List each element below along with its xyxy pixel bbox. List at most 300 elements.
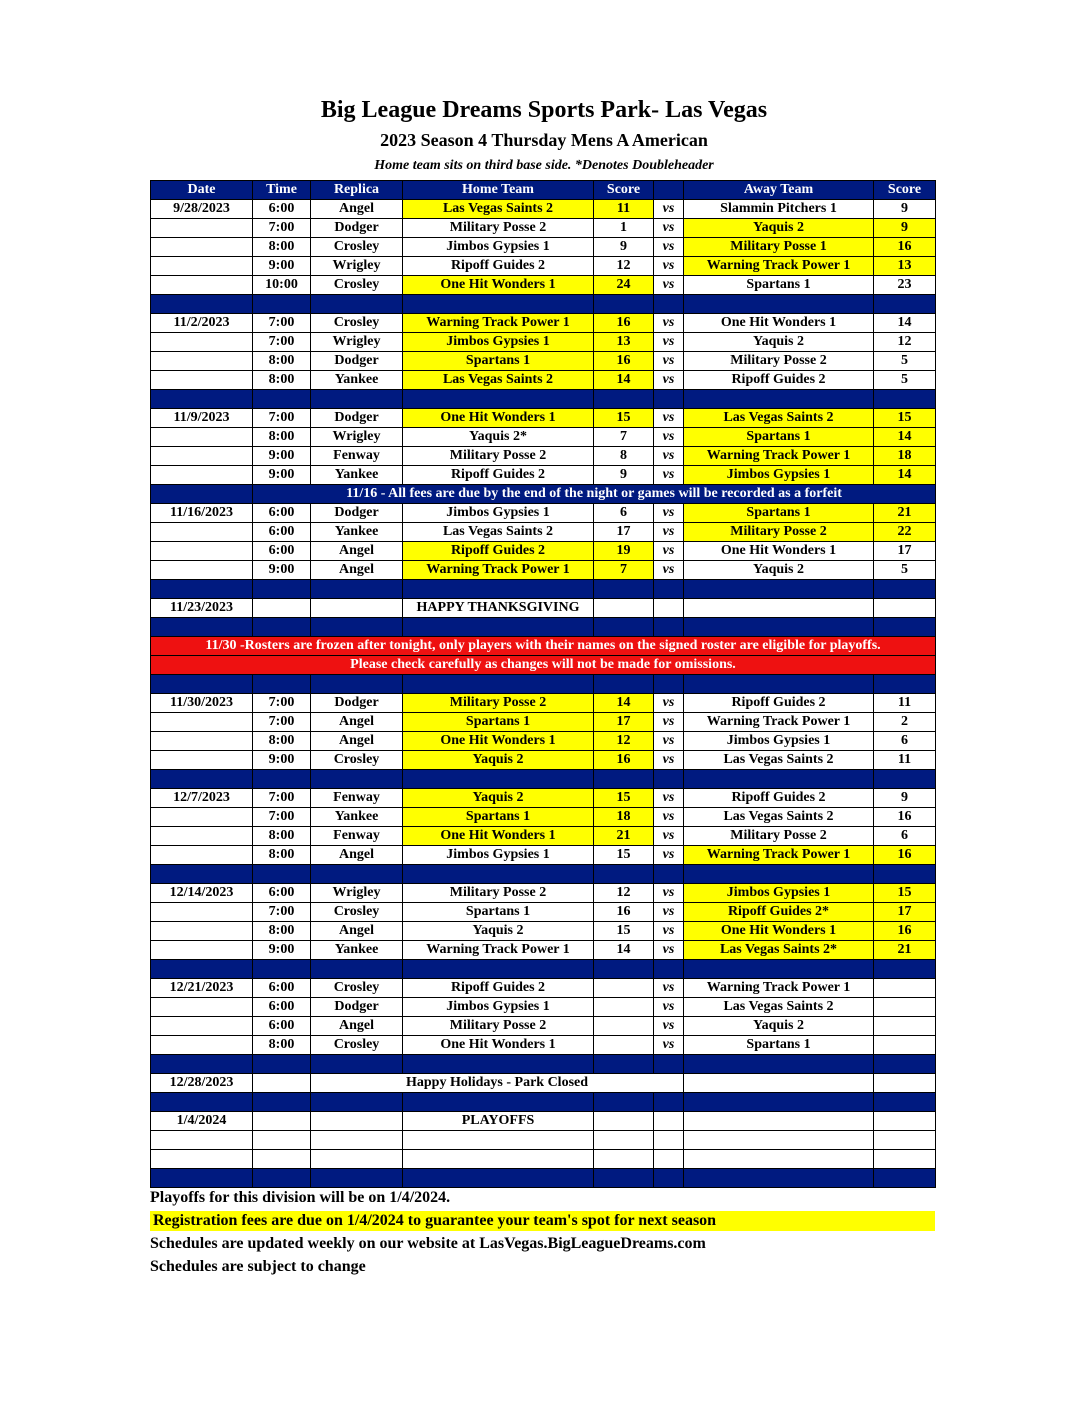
time-cell: 6:00 (253, 504, 311, 523)
away-team-cell: Spartans 1 (684, 276, 874, 295)
separator-row (151, 865, 936, 884)
away-score-cell: 13 (874, 257, 936, 276)
time-cell: 8:00 (253, 732, 311, 751)
separator-cell (403, 675, 594, 694)
home-score-cell: 15 (594, 922, 654, 941)
blank-cell (654, 1150, 684, 1169)
away-team-cell: Warning Track Power 1 (684, 257, 874, 276)
time-cell: 7:00 (253, 713, 311, 732)
event-label: PLAYOFFS (403, 1112, 594, 1131)
footer-website: Schedules are updated weekly on our website at LasVegas.BigLeagueDreams.com (150, 1235, 706, 1252)
home-score-cell: 14 (594, 694, 654, 713)
fee-note-row (151, 485, 936, 504)
away-team-cell: Warning Track Power 1 (684, 979, 874, 998)
separator-row (151, 390, 936, 409)
home-score-cell: 12 (594, 884, 654, 903)
separator-row (151, 618, 936, 637)
home-score-cell: 8 (594, 447, 654, 466)
time-cell: 6:00 (253, 200, 311, 219)
home-score-cell: 17 (594, 523, 654, 542)
separator-cell (874, 390, 936, 409)
game-row (151, 504, 936, 523)
time-cell: 8:00 (253, 827, 311, 846)
home-score-cell: 11 (594, 200, 654, 219)
vs-cell: vs (654, 846, 684, 865)
vs-cell: vs (654, 333, 684, 352)
col-header-away-score: Score (874, 181, 936, 200)
away-score-cell: 16 (874, 808, 936, 827)
separator-cell (403, 295, 594, 314)
away-score-cell: 15 (874, 884, 936, 903)
vs-cell: vs (654, 941, 684, 960)
away-team-cell: Military Posse 2 (684, 827, 874, 846)
replica-cell: Angel (311, 732, 403, 751)
away-team-cell: Military Posse 1 (684, 238, 874, 257)
replica-cell: Wrigley (311, 428, 403, 447)
home-team-cell: Military Posse 2 (403, 694, 594, 713)
replica-cell: Fenway (311, 789, 403, 808)
page-subtitle: 2023 Season 4 Thursday Mens A American (380, 130, 708, 150)
separator-cell (403, 390, 594, 409)
game-row (151, 827, 936, 846)
separator-cell (311, 1093, 403, 1112)
separator-cell (684, 295, 874, 314)
date-cell (151, 542, 253, 561)
time-cell (253, 599, 311, 618)
separator-row (151, 1093, 936, 1112)
time-cell: 8:00 (253, 922, 311, 941)
separator-cell (253, 580, 311, 599)
vs-cell: vs (654, 808, 684, 827)
blank-cell (684, 1131, 874, 1150)
blank-row (151, 1131, 936, 1150)
home-score-cell: 1 (594, 219, 654, 238)
event-row (151, 1112, 936, 1131)
separator-cell (684, 865, 874, 884)
replica-cell: Angel (311, 846, 403, 865)
blank-cell (403, 1150, 594, 1169)
separator-cell (403, 1093, 594, 1112)
away-score-cell: 17 (874, 542, 936, 561)
home-team-cell: Yaquis 2 (403, 922, 594, 941)
replica-cell: Yankee (311, 466, 403, 485)
away-team-cell: Spartans 1 (684, 504, 874, 523)
blank-cell (253, 1131, 311, 1150)
game-row (151, 523, 936, 542)
replica-cell: Angel (311, 1017, 403, 1036)
separator-cell (654, 1055, 684, 1074)
separator-cell (151, 1093, 253, 1112)
separator-row (151, 1055, 936, 1074)
away-team-cell: Yaquis 2 (684, 333, 874, 352)
replica-cell: Angel (311, 542, 403, 561)
separator-cell (684, 1093, 874, 1112)
separator-cell (684, 1055, 874, 1074)
event-row (151, 1074, 936, 1093)
game-row (151, 903, 936, 922)
home-team-cell: One Hit Wonders 1 (403, 276, 594, 295)
event-label: Happy Holidays - Park Closed (311, 1074, 684, 1093)
game-row (151, 200, 936, 219)
separator-cell (403, 618, 594, 637)
blank-cell (151, 1150, 253, 1169)
separator-cell (684, 770, 874, 789)
away-team-cell: One Hit Wonders 1 (684, 922, 874, 941)
replica-cell: Dodger (311, 694, 403, 713)
away-team-cell: Military Posse 2 (684, 523, 874, 542)
separator-cell (253, 618, 311, 637)
home-score-cell: 18 (594, 808, 654, 827)
separator-cell (594, 580, 654, 599)
away-team-cell (684, 1112, 874, 1131)
date-cell: 12/28/2023 (151, 1074, 253, 1093)
away-score-cell (874, 979, 936, 998)
time-cell: 9:00 (253, 466, 311, 485)
away-team-cell: Las Vegas Saints 2 (684, 808, 874, 827)
game-row (151, 789, 936, 808)
separator-cell (874, 1169, 936, 1188)
blank-cell (874, 1131, 936, 1150)
time-cell: 9:00 (253, 447, 311, 466)
footer-registration: Registration fees are due on 1/4/2024 to guarantee your team's spot for next season (150, 1211, 935, 1231)
home-team-cell: Jimbos Gypsies 1 (403, 504, 594, 523)
separator-cell (594, 675, 654, 694)
separator-cell (654, 295, 684, 314)
away-team-cell: Jimbos Gypsies 1 (684, 884, 874, 903)
away-score-cell (874, 1112, 936, 1131)
separator-row (151, 580, 936, 599)
away-score-cell: 5 (874, 371, 936, 390)
separator-cell (311, 960, 403, 979)
time-cell: 8:00 (253, 1036, 311, 1055)
blank-cell (594, 1131, 654, 1150)
game-row (151, 542, 936, 561)
date-cell (151, 428, 253, 447)
away-team-cell: Warning Track Power 1 (684, 447, 874, 466)
separator-cell (311, 390, 403, 409)
vs-cell: vs (654, 979, 684, 998)
col-header-home-team: Home Team (403, 181, 594, 200)
away-team-cell (684, 599, 874, 618)
blank-cell (654, 1131, 684, 1150)
date-cell (151, 808, 253, 827)
time-cell: 7:00 (253, 694, 311, 713)
away-score-cell: 17 (874, 903, 936, 922)
away-score-cell: 21 (874, 504, 936, 523)
replica-cell: Crosley (311, 751, 403, 770)
home-score-cell: 16 (594, 352, 654, 371)
away-score-cell: 6 (874, 827, 936, 846)
replica-cell: Angel (311, 561, 403, 580)
vs-cell: vs (654, 447, 684, 466)
date-cell (151, 732, 253, 751)
home-score-cell: 12 (594, 257, 654, 276)
replica-cell: Crosley (311, 979, 403, 998)
date-cell (151, 523, 253, 542)
replica-cell: Yankee (311, 941, 403, 960)
vs-cell: vs (654, 428, 684, 447)
time-cell: 8:00 (253, 846, 311, 865)
away-team-cell: Ripoff Guides 2* (684, 903, 874, 922)
date-cell (151, 922, 253, 941)
date-cell: 11/23/2023 (151, 599, 253, 618)
game-row (151, 238, 936, 257)
blank-cell (874, 1150, 936, 1169)
home-team-cell: One Hit Wonders 1 (403, 409, 594, 428)
game-row (151, 352, 936, 371)
separator-cell (654, 580, 684, 599)
blank-cell (684, 1150, 874, 1169)
home-team-cell: Spartans 1 (403, 903, 594, 922)
away-score-cell: 14 (874, 466, 936, 485)
separator-cell (594, 865, 654, 884)
replica-cell: Dodger (311, 504, 403, 523)
home-score-cell: 19 (594, 542, 654, 561)
home-team-cell: Warning Track Power 1 (403, 314, 594, 333)
away-team-cell: Slammin Pitchers 1 (684, 200, 874, 219)
away-team-cell: Yaquis 2 (684, 561, 874, 580)
separator-cell (311, 1055, 403, 1074)
blank-row (151, 1150, 936, 1169)
away-team-cell: Spartans 1 (684, 1036, 874, 1055)
away-score-cell: 22 (874, 523, 936, 542)
separator-cell (403, 865, 594, 884)
separator-cell (151, 960, 253, 979)
footer-disclaimer: Schedules are subject to change (150, 1258, 366, 1275)
replica-cell: Crosley (311, 314, 403, 333)
home-score-cell: 15 (594, 846, 654, 865)
home-team-cell: Las Vegas Saints 2 (403, 200, 594, 219)
away-team-cell: Ripoff Guides 2 (684, 789, 874, 808)
home-team-cell: Military Posse 2 (403, 219, 594, 238)
game-row (151, 808, 936, 827)
separator-row (151, 1169, 936, 1188)
home-score-cell: 14 (594, 941, 654, 960)
home-team-cell: One Hit Wonders 1 (403, 1036, 594, 1055)
home-score-cell (594, 599, 654, 618)
replica-cell: Dodger (311, 219, 403, 238)
separator-cell (151, 675, 253, 694)
away-team-cell: Warning Track Power 1 (684, 846, 874, 865)
separator-cell (151, 295, 253, 314)
separator-cell (253, 865, 311, 884)
blank-cell (253, 1150, 311, 1169)
separator-cell (253, 1169, 311, 1188)
away-score-cell: 9 (874, 219, 936, 238)
separator-cell (151, 770, 253, 789)
separator-cell (874, 960, 936, 979)
replica-cell: Angel (311, 713, 403, 732)
replica-cell (311, 599, 403, 618)
separator-cell (684, 960, 874, 979)
col-header-replica: Replica (311, 181, 403, 200)
separator-cell (403, 1055, 594, 1074)
separator-cell (151, 390, 253, 409)
separator-cell (253, 390, 311, 409)
home-score-cell: 9 (594, 466, 654, 485)
col-header-away-team: Away Team (684, 181, 874, 200)
vs-cell (654, 1112, 684, 1131)
separator-cell (874, 770, 936, 789)
home-score-cell: 16 (594, 903, 654, 922)
vs-cell: vs (654, 998, 684, 1017)
col-header-date: Date (151, 181, 253, 200)
game-row (151, 1017, 936, 1036)
separator-cell (151, 580, 253, 599)
replica-cell: Yankee (311, 523, 403, 542)
game-row (151, 257, 936, 276)
vs-cell: vs (654, 523, 684, 542)
date-cell (151, 1017, 253, 1036)
separator-cell (874, 580, 936, 599)
vs-cell: vs (654, 827, 684, 846)
date-cell (151, 846, 253, 865)
replica-cell: Crosley (311, 276, 403, 295)
replica-cell: Wrigley (311, 257, 403, 276)
vs-cell: vs (654, 694, 684, 713)
game-row (151, 428, 936, 447)
replica-cell: Crosley (311, 903, 403, 922)
home-score-cell (594, 998, 654, 1017)
date-cell (151, 751, 253, 770)
schedule-table (150, 180, 936, 1188)
home-team-cell: Military Posse 2 (403, 1017, 594, 1036)
roster-alert-row (151, 637, 936, 656)
col-header-time: Time (253, 181, 311, 200)
separator-row (151, 960, 936, 979)
vs-cell: vs (654, 314, 684, 333)
date-cell: 11/2/2023 (151, 314, 253, 333)
replica-cell: Wrigley (311, 333, 403, 352)
separator-cell (594, 1055, 654, 1074)
date-cell (151, 447, 253, 466)
replica-cell: Dodger (311, 998, 403, 1017)
away-score-cell: 11 (874, 694, 936, 713)
away-team-cell: Ripoff Guides 2 (684, 694, 874, 713)
time-cell: 10:00 (253, 276, 311, 295)
home-team-cell: Military Posse 2 (403, 447, 594, 466)
vs-cell: vs (654, 238, 684, 257)
separator-cell (594, 1093, 654, 1112)
date-cell (151, 257, 253, 276)
time-cell: 9:00 (253, 751, 311, 770)
separator-cell (311, 295, 403, 314)
time-cell: 8:00 (253, 428, 311, 447)
separator-cell (151, 1169, 253, 1188)
home-team-cell: Las Vegas Saints 2 (403, 523, 594, 542)
time-cell: 7:00 (253, 219, 311, 238)
roster-alert-row (151, 656, 936, 675)
date-cell: 12/21/2023 (151, 979, 253, 998)
separator-row (151, 770, 936, 789)
home-score-cell: 6 (594, 504, 654, 523)
replica-cell: Yankee (311, 808, 403, 827)
date-cell (151, 827, 253, 846)
vs-cell: vs (654, 219, 684, 238)
vs-cell: vs (654, 352, 684, 371)
home-team-cell: Warning Track Power 1 (403, 941, 594, 960)
home-team-cell: Spartans 1 (403, 352, 594, 371)
vs-cell: vs (654, 409, 684, 428)
separator-cell (594, 390, 654, 409)
date-cell: 9/28/2023 (151, 200, 253, 219)
separator-cell (253, 770, 311, 789)
away-score-cell: 9 (874, 200, 936, 219)
game-row (151, 409, 936, 428)
home-score-cell: 7 (594, 561, 654, 580)
vs-cell (654, 599, 684, 618)
vs-cell: vs (654, 276, 684, 295)
separator-cell (874, 295, 936, 314)
separator-cell (594, 1169, 654, 1188)
home-team-cell: Spartans 1 (403, 808, 594, 827)
away-score-cell: 16 (874, 922, 936, 941)
away-score-cell: 15 (874, 409, 936, 428)
time-cell: 6:00 (253, 998, 311, 1017)
vs-cell: vs (654, 1036, 684, 1055)
home-score-cell: 9 (594, 238, 654, 257)
away-team-cell: Jimbos Gypsies 1 (684, 732, 874, 751)
separator-cell (594, 295, 654, 314)
date-cell (151, 903, 253, 922)
time-cell: 6:00 (253, 542, 311, 561)
home-score-cell: 7 (594, 428, 654, 447)
separator-cell (654, 1169, 684, 1188)
home-score-cell: 16 (594, 751, 654, 770)
date-cell: 11/9/2023 (151, 409, 253, 428)
separator-cell (684, 675, 874, 694)
page-title: Big League Dreams Sports Park- Las Vegas (320, 97, 768, 123)
separator-cell (311, 770, 403, 789)
replica-cell: Wrigley (311, 884, 403, 903)
away-score-cell: 16 (874, 238, 936, 257)
home-score-cell (594, 1036, 654, 1055)
home-team-cell: One Hit Wonders 1 (403, 732, 594, 751)
time-cell (253, 1112, 311, 1131)
separator-cell (253, 295, 311, 314)
separator-cell (253, 675, 311, 694)
replica-cell: Crosley (311, 238, 403, 257)
separator-cell (311, 618, 403, 637)
date-cell: 12/14/2023 (151, 884, 253, 903)
col-header-home-score: Score (594, 181, 654, 200)
away-team-cell: Jimbos Gypsies 1 (684, 466, 874, 485)
separator-cell (311, 1169, 403, 1188)
vs-cell: vs (654, 1017, 684, 1036)
date-cell (151, 219, 253, 238)
separator-cell (253, 960, 311, 979)
home-team-cell: Military Posse 2 (403, 884, 594, 903)
away-score-cell: 5 (874, 561, 936, 580)
time-cell: 6:00 (253, 884, 311, 903)
separator-cell (874, 1093, 936, 1112)
game-row (151, 941, 936, 960)
home-team-cell: Spartans 1 (403, 713, 594, 732)
away-score-cell: 14 (874, 314, 936, 333)
separator-cell (654, 865, 684, 884)
home-score-cell (594, 979, 654, 998)
blank-cell (594, 1150, 654, 1169)
separator-cell (594, 770, 654, 789)
home-team-cell: Ripoff Guides 2 (403, 979, 594, 998)
vs-cell: vs (654, 200, 684, 219)
time-cell (253, 1074, 311, 1093)
game-row (151, 751, 936, 770)
separator-cell (403, 960, 594, 979)
away-score-cell: 5 (874, 352, 936, 371)
away-team-cell: Military Posse 2 (684, 352, 874, 371)
vs-cell: vs (654, 504, 684, 523)
